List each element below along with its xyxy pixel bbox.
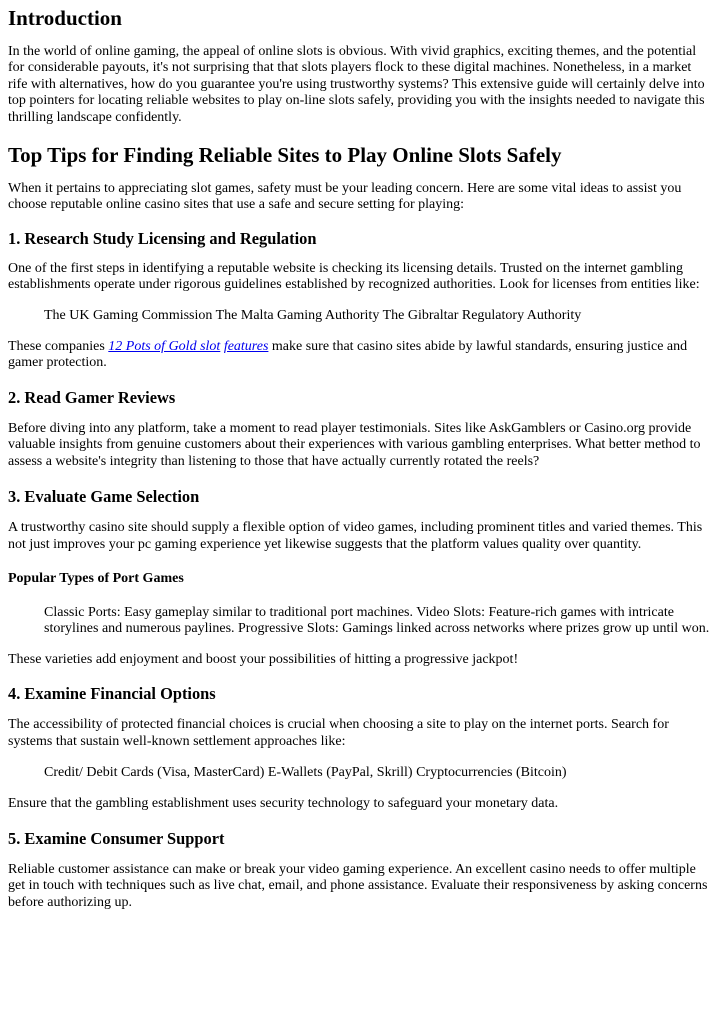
licensing-note-end: make sure that casino sites abide by lawful standards, ensuring justice and gamer protection. [8,339,688,371]
features-link[interactable]: features [223,339,269,355]
port-games-list: Classic Ports: Easy gameplay similar to traditional port machines. Video Slots: Feature-rich games with intricate storylines and numerous paylines. Progressive Slots: Gamings linked across networks where prizes grow up until won. [44,604,710,637]
licensing-note-start: These companies [8,339,109,355]
reviews-heading: 2. Read Gamer Reviews [8,387,176,407]
licensing-heading: 1. Research Study Licensing and Regulation [8,228,317,248]
game-selection-heading: 3. Evaluate Game Selection [8,487,200,507]
support-paragraph: Reliable customer assistance can make or break your video gaming experience. An excellent casino needs to offer multiple get in touch with techniques such as live chat, email, and phone assistance. Evaluate their responsiveness by asking concerns before authorizing up. [8,861,708,910]
financial-paragraph: The accessibility of protected financial choices is crucial when choosing a site to play on the internet ports. Search for systems that sustain well-known settlement approaches like: [8,717,669,749]
port-games-subheading: Popular Types of Port Games [8,570,184,586]
financial-note: Ensure that the gambling establishment uses security technology to safeguard your monetary data. [8,796,559,812]
financial-heading: 4. Examine Financial Options [8,684,216,704]
intro-paragraph: In the world of online gaming, the appeal of online slots is obvious. With vivid graphics, exciting themes, and the potential for considerable payouts, it's not surprising that that slots players flock to these digital machines. Nonetheless, in a market rife with alternatives, how do you guarantee you're using trustworthy systems? This extensive guide will certainly delve into top pointers for locating reliable websites to play on-line slots safely, providing you with the insights needed to navigate this thrilling landscape confidently. [8,44,705,125]
slot-link[interactable]: 12 Pots of Gold slot [108,339,221,355]
tips-heading: Top Tips for Finding Reliable Sites to Play Online Slots Safely [8,143,562,168]
reviews-paragraph: Before diving into any platform, take a moment to read player testimonials. Sites like AskGamblers or Casino.org provide valuable insights from genuine customers about their experiences with various gambling enterprises. What better method to assess a website's integrity than listening to those that have actually currently rotated the reels? [8,420,701,469]
licensing-paragraph: One of the first steps in identifying a reputable website is checking its licensing details. Trusted on the internet gambling establishments operate under rigorous guidelines established by recognized authorities. Look for licenses from entities like: [8,260,700,293]
licensing-authorities-list: The UK Gaming Commission The Malta Gaming Authority The Gibraltar Regulatory Authority [44,307,582,323]
payment-methods-list: Credit/ Debit Cards (Visa, MasterCard) E-Wallets (PayPal, Skrill) Cryptocurrencies (Bitcoin) [44,764,567,780]
tips-paragraph: When it pertains to appreciating slot games, safety must be your leading concern. Here are some vital ideas to assist you choose reputable online casino sites that use a safe and secure setting for playing: [8,181,682,213]
licensing-note [8,339,712,372]
game-selection-note: These varieties add enjoyment and boost your possibilities of hitting a progressive jackpot! [8,651,519,667]
game-selection-paragraph: A trustworthy casino site should supply a flexible option of video games, including prominent titles and varied themes. This not just improves your pc gaming experience yet likewise suggests that the platform values quality over quantity. [8,520,703,552]
intro-heading: Introduction [8,6,122,30]
support-heading: 5. Examine Consumer Support [8,828,225,848]
